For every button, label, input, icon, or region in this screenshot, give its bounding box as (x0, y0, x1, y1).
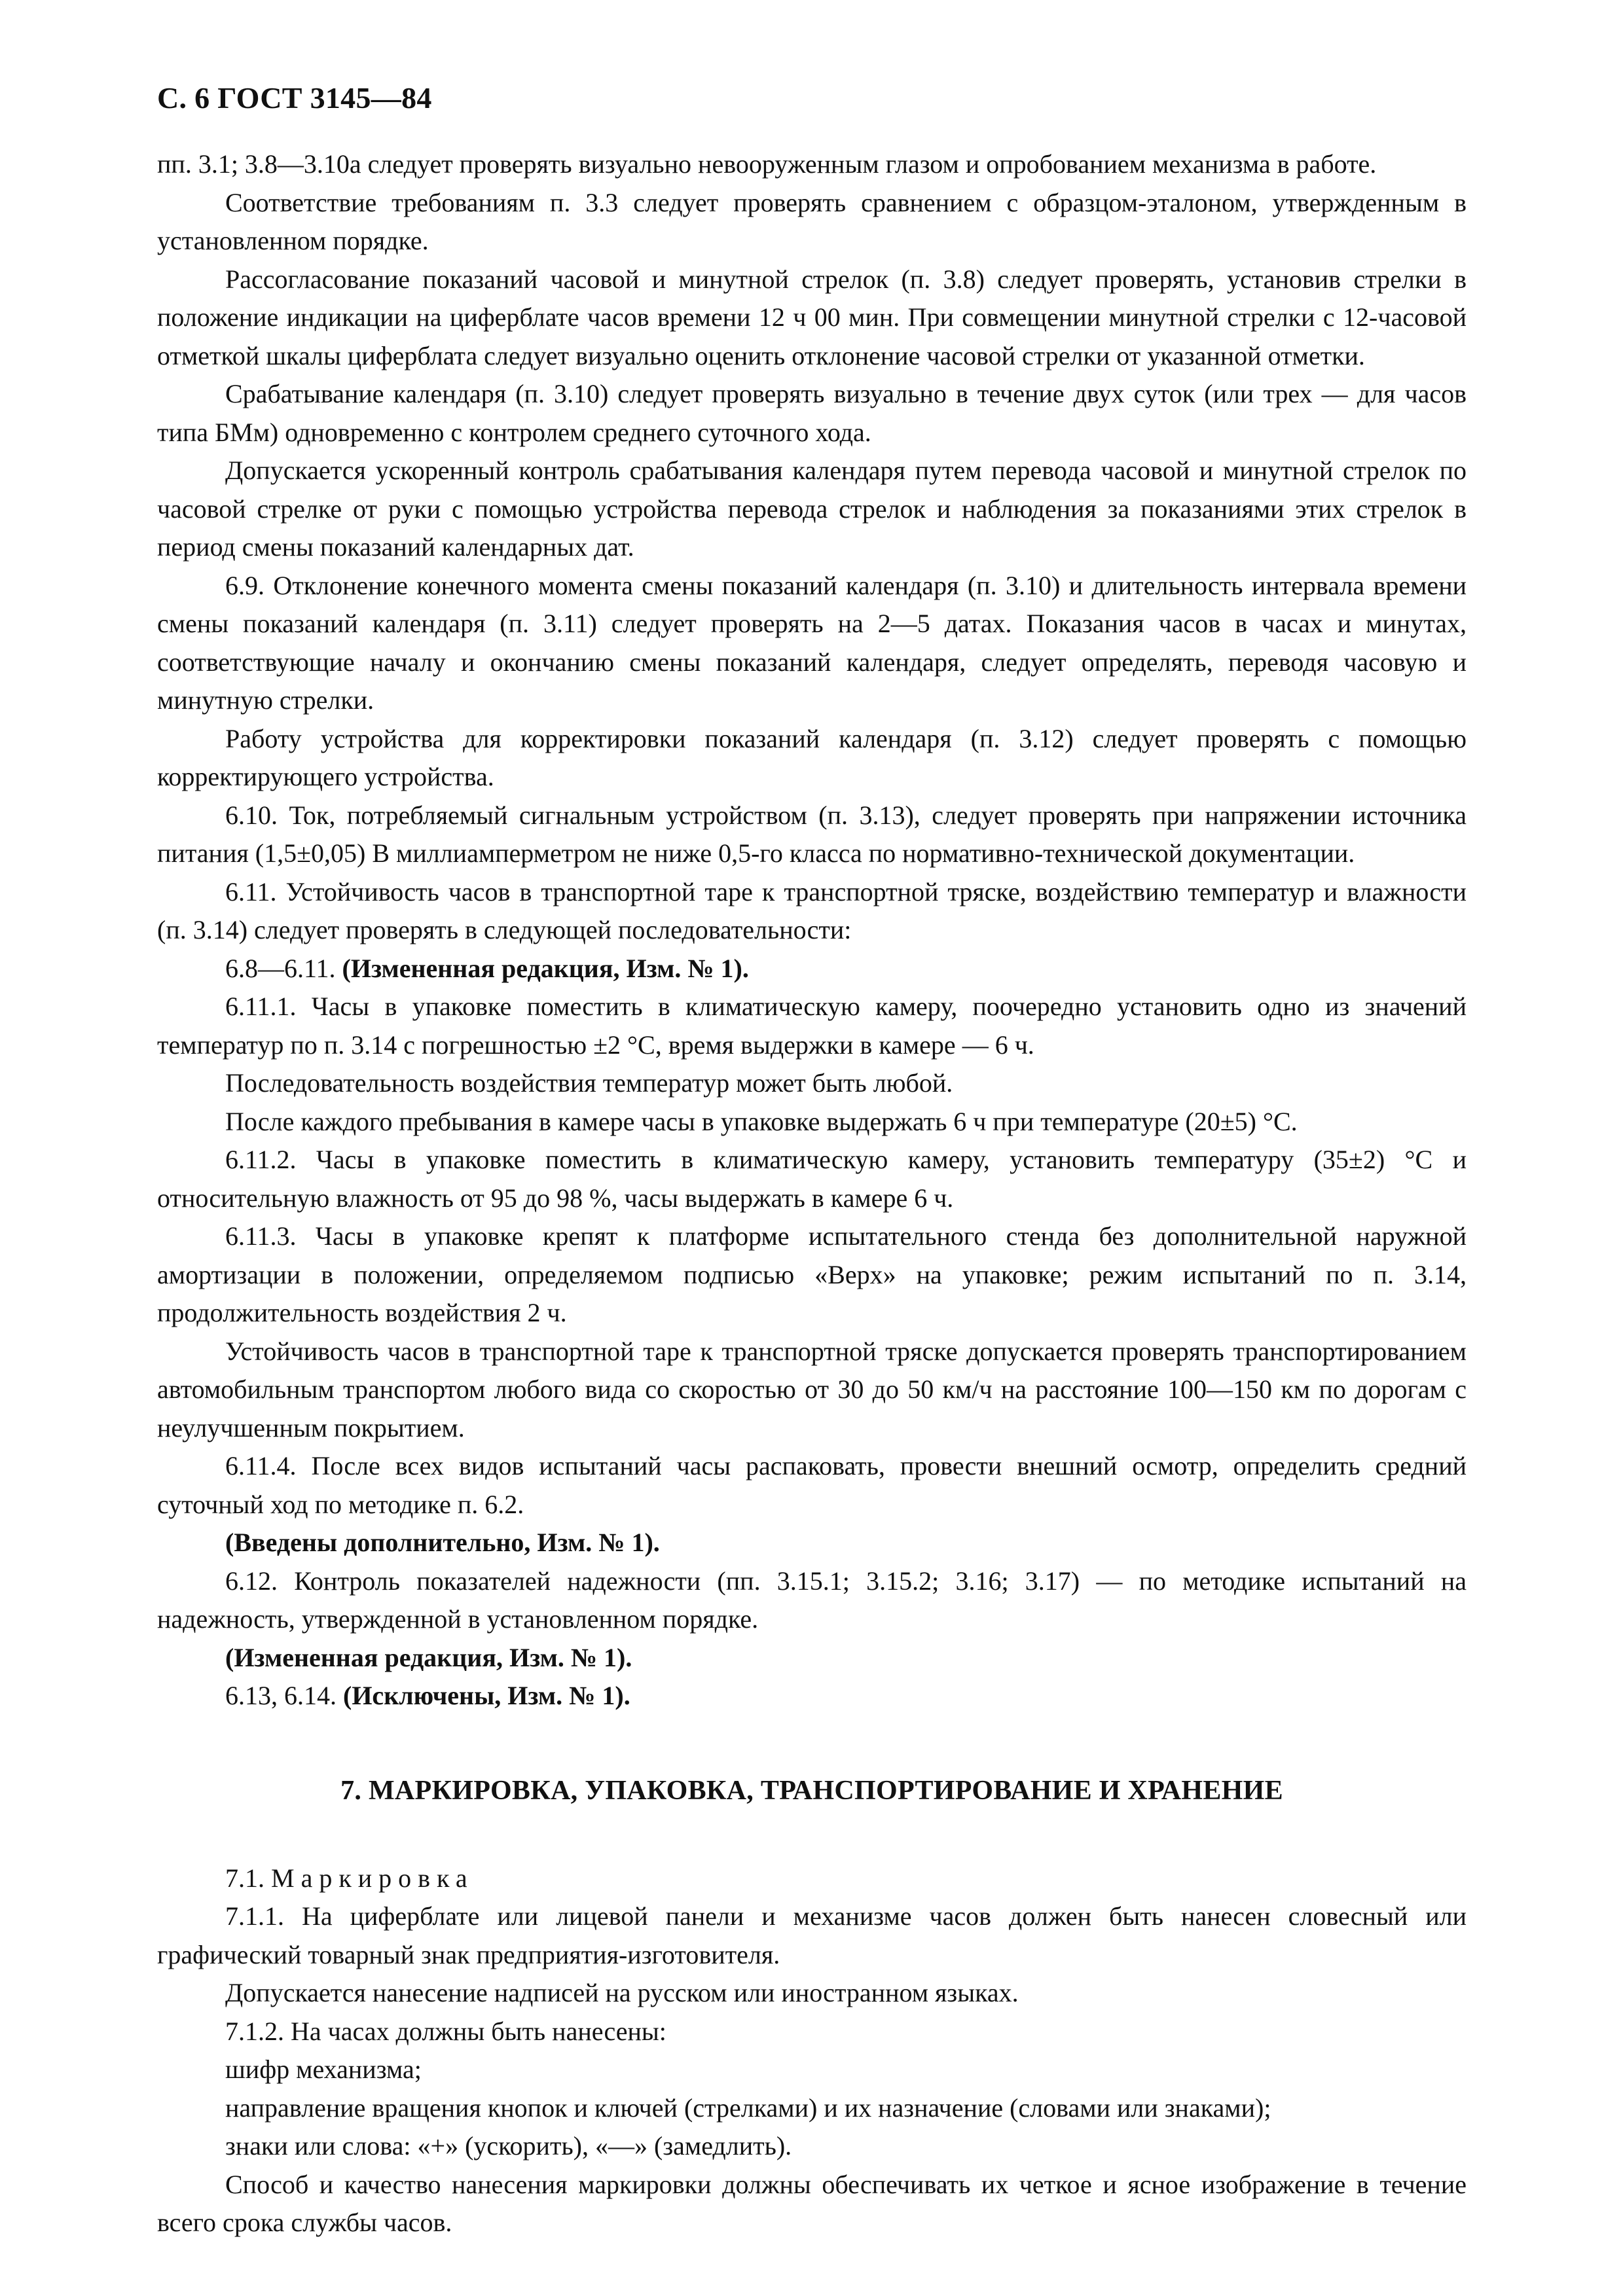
paragraph: 7.1.2. На часах должны быть нанесены: (225, 2016, 666, 2046)
paragraph: После каждого пребывания в камере часы в упаковке выдержать 6 ч при температуре (20±5) °С. (225, 1106, 1298, 1136)
paragraph: (Введены дополнительно, Изм. № 1). (225, 1528, 660, 1557)
paragraph: Последовательность воздействия температур может быть любой. (225, 1068, 953, 1098)
subsection-7-1-heading (157, 1859, 1467, 1898)
section-6-continuation (157, 145, 1467, 950)
subsection-title: Маркировка (271, 1863, 474, 1893)
edit-note-prefix: 6.8—6.11. (225, 953, 342, 983)
page-header: С. 6 ГОСТ 3145—84 (157, 81, 432, 115)
paragraph: шифр механизма; (225, 2054, 422, 2084)
section-6-11-details (157, 988, 1467, 1677)
paragraph: Допускается ускоренный контроль срабатывания календаря путем перевода часовой и минутной стрелок по часовой стрелке от руки с помощью устройства перевода стрелок и наблюдения за показаниями этих стрелок в период смены показаний календарных дат. (157, 456, 1467, 562)
paragraph: 6.11. Устойчивость часов в транспортной таре к транспортной тряске, воздействию температур и влажности (п. 3.14) следует проверять в следующей последовательности: (157, 876, 1467, 944)
edit-note-6-13-6-14 (157, 1677, 1467, 1715)
paragraph: (Измененная редакция, Изм. № 1). (225, 1642, 632, 1672)
paragraph: пп. 3.1; 3.8—3.10а следует проверять визуально невооруженным глазом и опробованием механизма в работе. (157, 149, 1377, 179)
paragraph: 6.11.3. Часы в упаковке крепят к платформе испытательного стенда без дополнительной наружной амортизации в положении, определяемом подписью «Верх» на упаковке; режим испытаний по п. 3.14, продолжительность воздействия 2 ч. (157, 1221, 1467, 1327)
paragraph: Рассогласование показаний часовой и минутной стрелок (п. 3.8) следует проверять, установив стрелки в положение индикации на циферблате часов времени 12 ч 00 мин. При совмещении минутной стрелки с 12-часовой отметкой шкалы циферблата следует визуально оценить отклонение часовой стрелки от указанной отметки. (157, 264, 1467, 370)
edit-note-bold: (Измененная редакция, Изм. № 1). (342, 953, 749, 983)
section-7-title: 7. МАРКИРОВКА, УПАКОВКА, ТРАНСПОРТИРОВАНИЕ И ХРАНЕНИЕ (340, 1775, 1283, 1806)
paragraph: 6.9. Отклонение конечного момента смены показаний календаря (п. 3.10) и длительность интервала времени смены показаний календаря (п. 3.11) следует проверять на 2—5 датах. Показания часов в часах и минутах, соответствующие началу и окончанию смены показаний календаря, следует определять, переводя часовую и минутную стрелки. (157, 570, 1467, 715)
paragraph: Срабатывание календаря (п. 3.10) следует проверять визуально в течение двух суток (или трех — для часов типа БМм) одновременно с контролем среднего суточного хода. (157, 379, 1467, 447)
paragraph: Устойчивость часов в транспортной таре к транспортной тряске допускается проверять транспортированием автомобильным транспортом любого вида со скоростью от 30 до 50 км/ч на расстояние 100—150 км по дорогам с неулучшенным покрытием. (157, 1336, 1467, 1443)
paragraph: Работу устройства для корректировки показаний календаря (п. 3.12) следует проверять с помощью корректирующего устройства. (157, 723, 1467, 791)
edit-note-prefix: 6.13, 6.14. (225, 1681, 343, 1710)
paragraph: 6.12. Контроль показателей надежности (пп. 3.15.1; 3.15.2; 3.16; 3.17) — по методике испытаний на надежность, утвержденной в установленном порядке. (157, 1566, 1467, 1634)
document-page (157, 79, 1467, 2242)
paragraph: 6.11.4. После всех видов испытаний часы распаковать, провести внешний осмотр, определить средний суточный ход по методике п. 6.2. (157, 1451, 1467, 1519)
paragraph: 6.11.1. Часы в упаковке поместить в климатическую камеру, поочередно установить одно из значений температур по п. 3.14 с погрешностью ±2 °С, время выдержки в камере — 6 ч. (157, 992, 1467, 1060)
paragraph: знаки или слова: «+» (ускорить), «—» (замедлить). (225, 2131, 792, 2161)
paragraph: Соответствие требованиям п. 3.3 следует проверять сравнением с образцом-эталоном, утвержденным в установленном порядке. (157, 187, 1467, 255)
paragraph: 6.10. Ток, потребляемый сигнальным устройством (п. 3.13), следует проверять при напряжении источника питания (1,5±0,05) В миллиамперметром не ниже 0,5-го класса по нормативно-технической документации. (157, 800, 1467, 868)
paragraph: 7.1.1. На циферблате или лицевой панели и механизме часов должен быть нанесен словесный или графический товарный знак предприятия-изготовителя. (157, 1901, 1467, 1969)
paragraph: Допускается нанесение надписей на русском или иностранном языках. (225, 1978, 1019, 2007)
paragraph: Способ и качество нанесения маркировки должны обеспечивать их четкое и ясное изображение в течение всего срока службы часов. (157, 2169, 1467, 2237)
paragraph: 6.11.2. Часы в упаковке поместить в климатическую камеру, установить температуру (35±2) °С и относительную влажность от 95 до 98 %, часы выдержать в камере 6 ч. (157, 1145, 1467, 1213)
subsection-number: 7.1. (225, 1863, 271, 1893)
edit-note-6-8-6-11 (157, 950, 1467, 988)
paragraph: направление вращения кнопок и ключей (стрелками) и их назначение (словами или знаками); (225, 2092, 1271, 2123)
section-7-body (157, 1897, 1467, 2242)
edit-note-bold: (Исключены, Изм. № 1). (343, 1681, 630, 1710)
